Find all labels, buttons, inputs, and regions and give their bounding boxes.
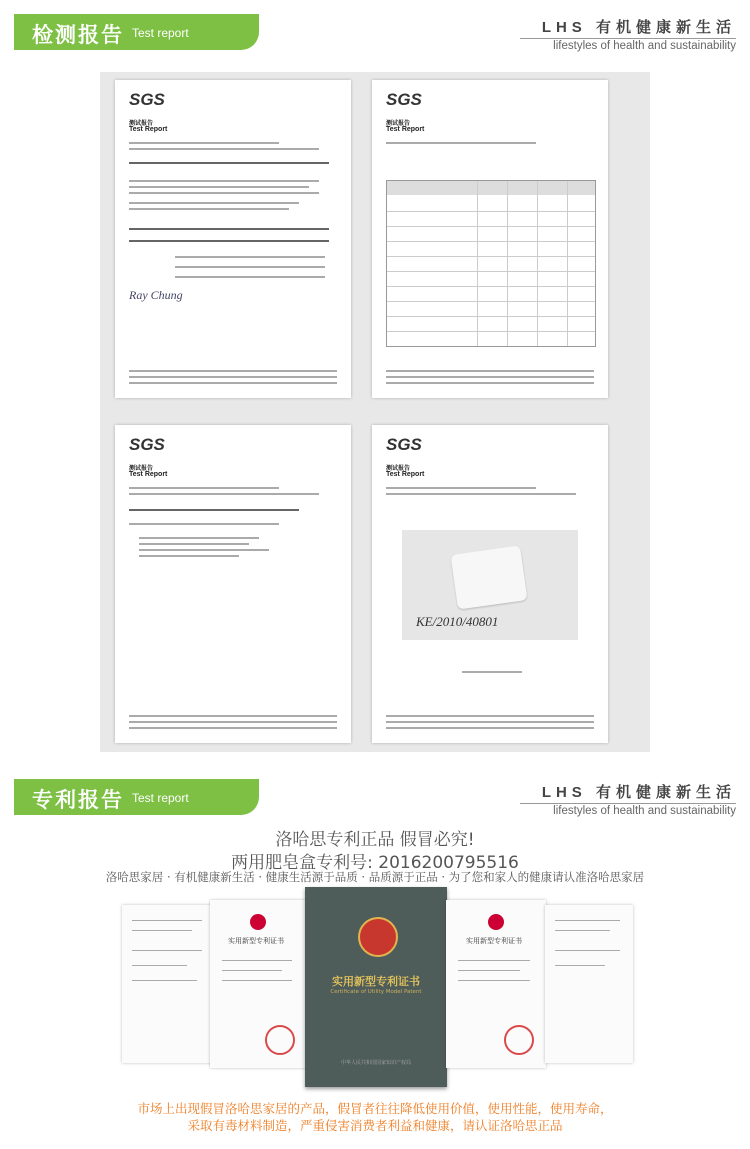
cert-doc-right-back xyxy=(545,905,633,1063)
national-emblem-icon xyxy=(358,917,398,957)
brand-tagline: lifestyles of health and sustainability xyxy=(553,805,736,817)
sgs-report-page-4 xyxy=(372,425,608,743)
patent-number: 两用肥皂盒专利号: 2016200795516 xyxy=(231,853,519,873)
counterfeit-warning xyxy=(0,1100,750,1134)
patent-description: 洛哈思家居 · 有机健康新生活 · 健康生活源于品质 · 品质源于正品 · 为了您和家人的健康请认准洛哈思家居 xyxy=(105,870,645,884)
section-tag xyxy=(14,779,259,815)
results-table xyxy=(386,180,596,347)
section-title-en: Test report xyxy=(132,791,189,805)
brand-logo: LHS 有机健康新生活 xyxy=(541,19,736,36)
brand-tagline: lifestyles of health and sustainability xyxy=(553,40,736,52)
cover-title-en: Certificate of Utility Model Patent xyxy=(330,989,422,995)
warning-line-1: 市场上出现假冒洛哈思家居的产品，假冒者往往降低使用价值，使用性能，使用寿命， xyxy=(137,1101,613,1116)
red-seal-icon xyxy=(504,1025,534,1055)
patent-headline: 洛哈思专利正品 假冒必究! xyxy=(275,830,475,850)
section-tag xyxy=(14,14,259,50)
patent-office-logo xyxy=(488,914,504,930)
sample-number: KE/2010/40801 xyxy=(416,614,499,629)
report-title-en: Test Report xyxy=(386,471,425,478)
cert-doc-left-back xyxy=(122,905,212,1063)
report-title-cn: 测试报告 xyxy=(129,120,154,127)
sgs-logo: SGS xyxy=(386,90,422,109)
report-title-en: Test Report xyxy=(129,471,168,478)
sgs-report-page-2 xyxy=(372,80,608,398)
sgs-logo: SGS xyxy=(129,90,165,109)
red-seal-icon xyxy=(265,1025,295,1055)
sgs-report-page-1 xyxy=(115,80,351,398)
report-title-cn: 测试报告 xyxy=(386,120,411,127)
patent-office-logo xyxy=(250,914,266,930)
cert-title: 实用新型专利证书 xyxy=(466,937,522,945)
report-title-cn: 测试报告 xyxy=(129,465,154,472)
cover-title: 实用新型专利证书 xyxy=(332,975,420,988)
report-title-en: Test Report xyxy=(129,126,168,133)
sample-bag xyxy=(451,545,528,609)
sgs-logo: SGS xyxy=(129,435,165,454)
cert-title: 实用新型专利证书 xyxy=(228,937,284,945)
section-title-cn: 专利报告 xyxy=(32,788,124,812)
divider xyxy=(520,38,736,39)
cert-doc-right xyxy=(446,900,546,1068)
cert-doc-left xyxy=(210,900,306,1068)
sgs-report-page-3 xyxy=(115,425,351,743)
patent-report-header xyxy=(0,765,750,829)
test-report-header xyxy=(0,0,750,64)
sgs-logo: SGS xyxy=(386,435,422,454)
cover-issuer: 中华人民共和国国家知识产权局 xyxy=(340,1060,411,1066)
section-title-en: Test report xyxy=(132,26,189,40)
report-title-cn: 测试报告 xyxy=(386,465,411,472)
warning-line-2: 采取有毒材料制造，严重侵害消费者利益和健康，请认证洛哈思正品 xyxy=(187,1118,563,1133)
patent-certificate-cover xyxy=(305,887,447,1087)
brand-logo: LHS 有机健康新生活 xyxy=(541,784,736,801)
report-title-en: Test Report xyxy=(386,126,425,133)
sample-photo xyxy=(402,530,578,640)
section-title-cn: 检测报告 xyxy=(32,23,124,47)
divider xyxy=(520,803,736,804)
signature: Ray Chung xyxy=(129,288,183,302)
